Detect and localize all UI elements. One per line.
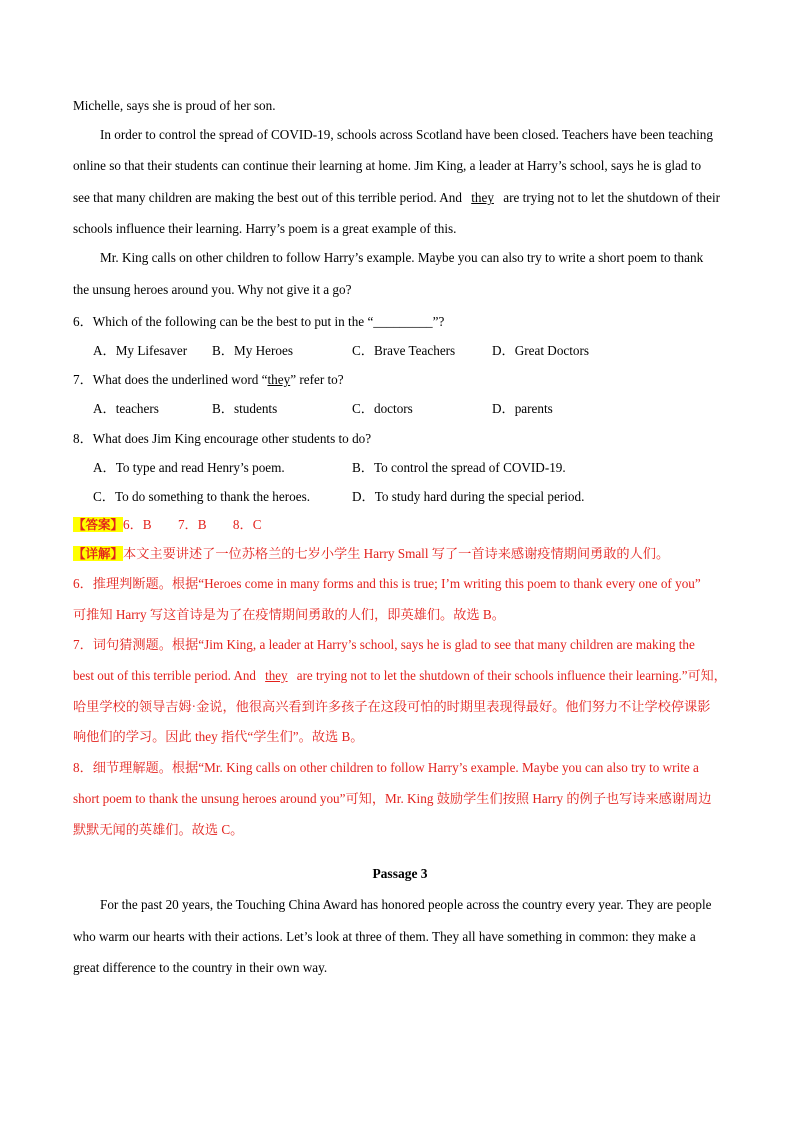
explanation-6-line: 可推知 Harry 写这首诗是为了在疫情期间勇敢的人们，即英雄们。故选 B。	[73, 607, 505, 622]
paragraph-line: the unsung heroes around you. Why not give it a go?	[73, 282, 352, 297]
detail-summary: 本文主要讲述了一位苏格兰的七岁小学生 Harry Small 写了一首诗来感谢疫情期间勇敢的人们。	[123, 546, 670, 561]
q6-option-c: C．Brave Teachers	[352, 343, 456, 358]
detail-tag: 【详解】	[73, 546, 124, 561]
explanation-8-line: short poem to thank the unsung heroes around you”可知，Mr. King 鼓励学生们按照 Harry 的例子也写诗来感谢周边	[73, 791, 712, 806]
text-span: best out of this terrible period. And	[73, 668, 256, 683]
paragraph-line: online so that their students can continue their learning at home. Jim King, a leader at Harry’s school, says he is glad to	[73, 158, 702, 173]
q6-option-a: A．My Lifesaver	[93, 343, 188, 358]
paragraph-line	[73, 190, 720, 206]
explanation-7-line: 哈里学校的领导吉姆·金说，他很高兴看到许多孩子在这段可怕的时期里表现得最好。他们努力不让学校停课影	[73, 699, 711, 714]
passage-title: Passage 3	[372, 866, 428, 881]
text-span: ” refer to?	[290, 372, 344, 387]
paragraph-line: In order to control the spread of COVID-19, schools across Scotland have been closed. Teachers have been teaching	[100, 127, 713, 142]
q8-option-d: D．To study hard during the special period.	[352, 489, 585, 504]
paragraph-line: who warm our hearts with their actions. Let’s look at three of them. They all have something in common: they make a	[73, 929, 696, 944]
q7-option-d: D．parents	[492, 401, 553, 416]
text-span: 7．What does the underlined word “	[73, 372, 268, 387]
detail-line	[73, 543, 669, 562]
q8-option-b: B．To control the spread of COVID-19.	[352, 460, 566, 475]
q6-option-d: D．Great Doctors	[492, 343, 590, 358]
answer-tag: 【答案】	[73, 517, 124, 532]
paragraph-line: Michelle, says she is proud of her son.	[73, 98, 276, 113]
q8-option-a: A．To type and read Henry’s poem.	[93, 460, 285, 475]
text-span: see that many children are making the best out of this terrible period. And	[73, 190, 462, 205]
question-7-stem	[73, 369, 344, 388]
q6-option-b: B．My Heroes	[212, 343, 293, 358]
explanation-7-line	[73, 665, 727, 684]
question-6-stem: 6．Which of the following can be the best to put in the “_________”?	[73, 314, 445, 329]
paragraph-line: great difference to the country in their own way.	[73, 960, 328, 975]
underlined-word: they	[471, 190, 494, 205]
q7-option-a: A．teachers	[93, 401, 159, 416]
q7-option-c: C．doctors	[352, 401, 413, 416]
text-span: are trying not to let the shutdown of their	[503, 190, 721, 205]
underlined-word: they	[267, 372, 291, 387]
answer-line	[73, 514, 262, 533]
question-8-stem: 8．What does Jim King encourage other students to do?	[73, 431, 372, 446]
q8-option-c: C．To do something to thank the heroes.	[93, 489, 311, 504]
q7-option-b: B．students	[212, 401, 278, 416]
paragraph-line: For the past 20 years, the Touching China Award has honored people across the country every year. They are people	[100, 897, 712, 912]
explanation-8-line: 8．细节理解题。根据“Mr. King calls on other children to follow Harry’s example. Maybe you can also try to write a	[73, 760, 699, 775]
paragraph-line: schools influence their learning. Harry’s poem is a great example of this.	[73, 221, 457, 236]
paragraph-line: Mr. King calls on other children to follow Harry’s example. Maybe you can also try to write a short poem to thank	[100, 250, 704, 265]
explanation-8-line: 默默无闻的英雄们。故选 C。	[73, 822, 244, 837]
text-span: are trying not to let the shutdown of their schools influence their learning.”可知，	[296, 668, 727, 683]
underlined-word: they	[265, 668, 288, 683]
answer-text: 6．B 7．B 8．C	[123, 517, 262, 532]
explanation-6-line: 6．推理判断题。根据“Heroes come in many forms and this is true; I’m writing this poem to thank every one of you”	[73, 576, 701, 591]
explanation-7-line: 7．词句猜测题。根据“Jim King, a leader at Harry’s school, says he is glad to see that many children are making the	[73, 637, 695, 652]
explanation-7-line: 响他们的学习。因此 they 指代“学生们”。故选 B。	[73, 729, 364, 744]
